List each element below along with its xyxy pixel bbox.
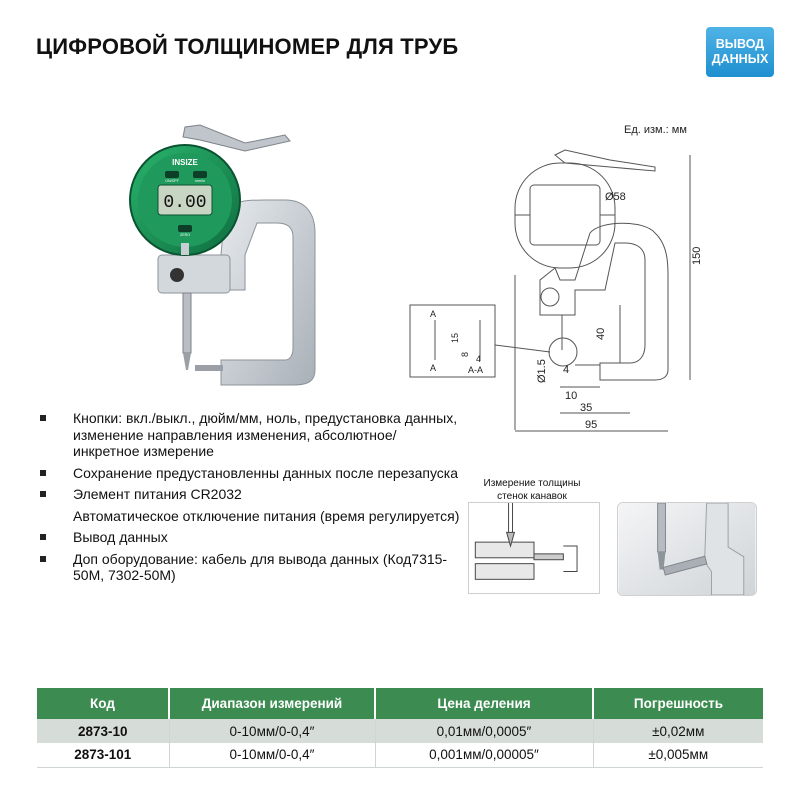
cell-range: 0-10мм/0-0,4″ — [169, 719, 375, 743]
table-row — [37, 743, 763, 767]
product-photo — [125, 115, 430, 395]
feature-text: Вывод данных — [73, 529, 168, 545]
dim-height: 150 — [691, 246, 703, 265]
anvil — [195, 365, 223, 371]
drawing-detail-circle — [549, 338, 577, 366]
feature-text: Элемент питания CR2032 — [73, 486, 242, 502]
groove-caption — [462, 477, 602, 503]
lock-screw — [170, 268, 184, 282]
feature-text: Автоматическое отключение питания (время регулируется) — [73, 507, 460, 524]
spindle-holder — [158, 255, 230, 293]
dim-depth: 40 — [595, 327, 607, 340]
spec-table — [37, 688, 763, 768]
section-mark-top: A — [430, 309, 437, 319]
feature-item — [40, 410, 460, 460]
dim-throat: 35 — [580, 402, 593, 414]
groove-diagram — [468, 502, 600, 594]
zero-key-label: ZERO — [180, 233, 190, 237]
table-row — [37, 719, 763, 743]
col-accuracy: Погрешность — [593, 688, 763, 719]
feature-item — [40, 486, 460, 503]
dial-stem — [181, 243, 189, 255]
feature-text: Кнопки: вкл./выкл., дюйм/мм, ноль, предустановка данных, изменение направления изменения, абсолютное/инкретное измерение — [73, 410, 458, 459]
cell-range: 0-10мм/0-0,4″ — [169, 743, 375, 767]
groove-anvil — [534, 554, 563, 560]
c-frame — [221, 200, 315, 385]
detail-spindle — [658, 503, 666, 552]
bullet-icon — [40, 491, 46, 497]
feature-list — [40, 410, 460, 589]
bullet-icon — [40, 534, 46, 540]
badge-line-1: ВЫВОД — [715, 37, 765, 51]
dim-total-width: 95 — [585, 419, 598, 431]
units-label: Ед. изм.: мм — [624, 124, 687, 136]
dim-detail-4: 4 — [476, 354, 482, 364]
detail-photo — [617, 502, 757, 596]
cell-code: 2873-10 — [37, 719, 169, 743]
section-mark-bottom: A — [430, 363, 437, 373]
drawing-lever — [555, 150, 655, 171]
dim-dial-diameter: Ø58 — [605, 191, 626, 203]
table-header-row — [37, 688, 763, 719]
bullet-icon — [40, 470, 46, 476]
dim-tip-diameter: Ø1.5 — [536, 359, 548, 383]
dim-tip-length: 4 — [563, 364, 570, 376]
cell-accuracy: ±0,02мм — [593, 719, 763, 743]
badge-line-2: ДАННЫХ — [711, 52, 769, 66]
feature-item — [40, 465, 460, 482]
cell-code: 2873-101 — [37, 743, 169, 767]
dim-tip-offset: 10 — [565, 390, 578, 402]
feature-item — [40, 551, 460, 584]
spindle — [183, 293, 191, 353]
dim-detail-15: 15 — [450, 332, 460, 343]
detail-leader — [495, 345, 550, 352]
cell-resolution: 0,001мм/0,00005″ — [375, 743, 593, 767]
cell-accuracy: ±0,005мм — [593, 743, 763, 767]
feature-item — [40, 508, 460, 525]
page-title: ЦИФРОВОЙ ТОЛЩИНОМЕР ДЛЯ ТРУБ — [36, 34, 459, 59]
lcd-value: 0.00 — [163, 193, 207, 213]
bullet-icon — [40, 556, 46, 562]
mm-in-key-label: mm/in — [195, 179, 205, 183]
groove-caption-line-2: стенок канавок — [497, 491, 567, 502]
data-output-badge — [706, 27, 774, 77]
feature-item — [40, 529, 460, 546]
feature-text: Сохранение предустановленны данных после перезапуска — [73, 464, 459, 481]
col-code: Код — [37, 688, 169, 719]
onoff-key-label: ON/OFF — [165, 179, 179, 183]
brand-logo: INSIZE — [172, 158, 198, 167]
section-label: A-A — [468, 365, 484, 375]
onoff-key — [165, 171, 179, 178]
groove-wall-top — [475, 542, 534, 558]
bullet-icon — [40, 415, 46, 421]
mm-in-key — [193, 171, 207, 178]
technical-drawing — [400, 115, 800, 445]
zero-key — [178, 225, 192, 232]
feature-text: Доп оборудование: кабель для вывода данных (Код7315-50M, 7302-50M) — [73, 550, 448, 583]
drawing-lock — [541, 288, 559, 306]
groove-wall-bottom — [475, 564, 534, 580]
groove-caption-line-1: Измерение толщины — [483, 478, 581, 489]
col-range: Диапазон измерений — [169, 688, 375, 719]
groove-frame — [563, 546, 577, 571]
dim-detail-8: 8 — [460, 351, 470, 357]
drawing-frame — [540, 223, 668, 380]
col-resolution: Цена деления — [375, 688, 593, 719]
cell-resolution: 0,01мм/0,0005″ — [375, 719, 593, 743]
contact-point — [183, 353, 191, 370]
